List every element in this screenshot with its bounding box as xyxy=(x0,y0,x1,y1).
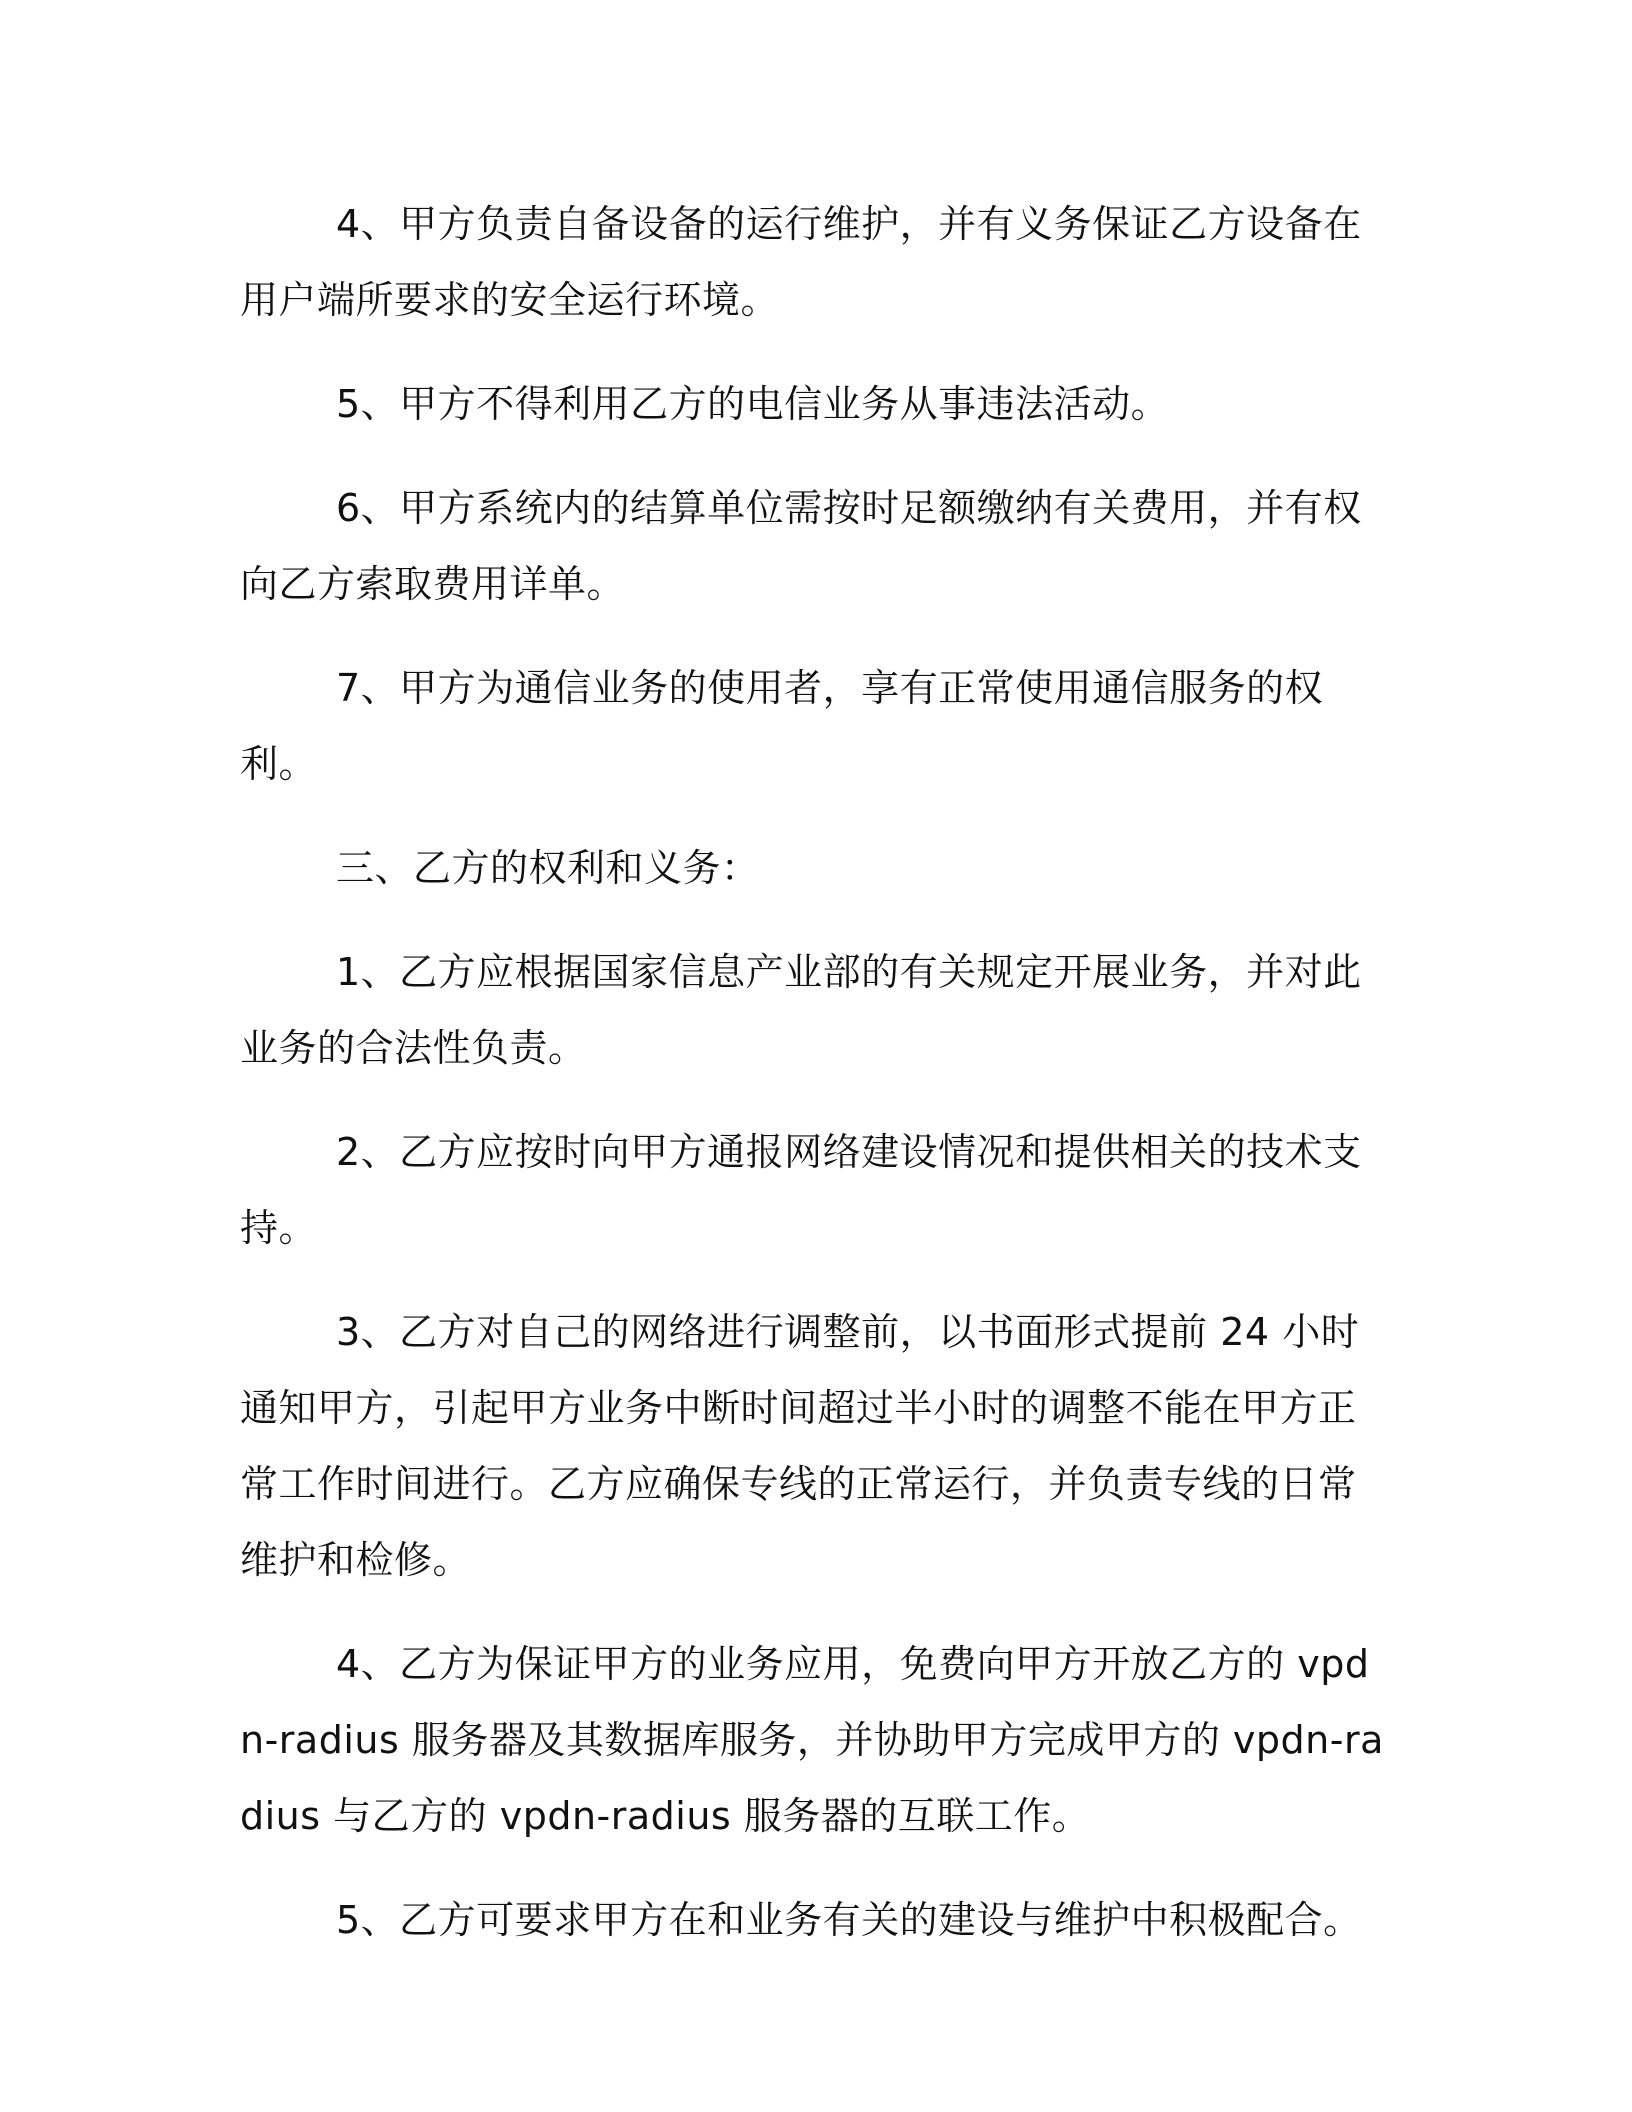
paragraph-party-a-item-6: 6、甲方系统内的结算单位需按时足额缴纳有关费用，并有权向乙方索取费用详单。 xyxy=(240,486,1362,606)
paragraph-party-b-item-1: 1、乙方应根据国家信息产业部的有关规定开展业务，并对此业务的合法性负责。 xyxy=(240,950,1362,1070)
paragraph-party-a-item-7: 7、甲方为通信业务的使用者，享有正常使用通信服务的权利。 xyxy=(240,666,1324,786)
paragraph-party-b-item-5: 5、乙方可要求甲方在和业务有关的建设与维护中积极配合。 xyxy=(336,1898,1362,1942)
paragraph-gap xyxy=(240,1086,1390,1114)
paragraph-gap xyxy=(240,338,1390,366)
paragraph-party-b-item-3: 3、乙方对自己的网络进行调整前，以书面形式提前 24 小时通知甲方，引起甲方业务中断时间超过半小时的调整不能在甲方正常工作时间进行。乙方应确保专线的正常运行，并负责专线的日常维护和检修。 xyxy=(240,1310,1360,1582)
paragraph-gap xyxy=(240,442,1390,470)
paragraph-party-a-item-4: 4、甲方负责自备设备的运行维护，并有义务保证乙方设备在用户端所要求的安全运行环境。 xyxy=(240,202,1362,322)
section-heading-party-b-rights: 三、乙方的权利和义务： xyxy=(336,846,760,890)
paragraph-gap xyxy=(240,1598,1390,1626)
paragraph-gap xyxy=(240,906,1390,934)
paragraph-gap xyxy=(240,802,1390,830)
paragraph-party-b-item-2: 2、乙方应按时向甲方通报网络建设情况和提供相关的技术支持。 xyxy=(240,1130,1362,1250)
paragraph-gap xyxy=(240,1854,1390,1882)
paragraph-gap xyxy=(240,622,1390,650)
document-body xyxy=(240,186,1390,1958)
paragraph-party-a-item-5: 5、甲方不得利用乙方的电信业务从事违法活动。 xyxy=(336,382,1170,426)
paragraph-party-b-item-4: 4、乙方为保证甲方的业务应用，免费向甲方开放乙方的 vpdn-radius 服务器及其数据库服务，并协助甲方完成甲方的 vpdn-radius 与乙方的 vpdn-radius 服务器的互联工作。 xyxy=(240,1642,1384,1838)
paragraph-gap xyxy=(240,1266,1390,1294)
